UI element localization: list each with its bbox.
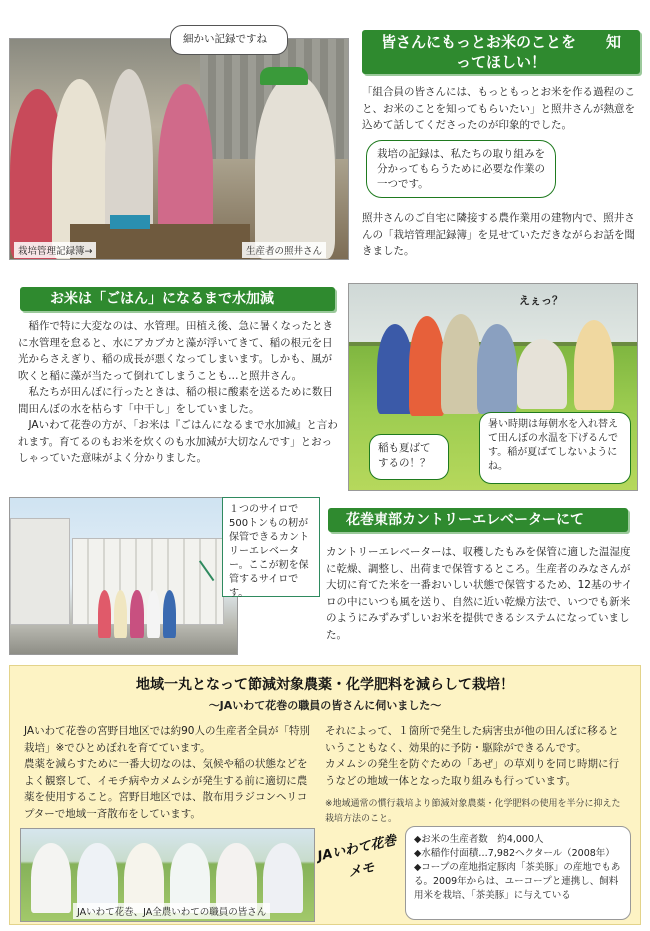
speech-bubble-summer-fatigue: 稲も夏ばてするの！？ xyxy=(369,434,449,480)
water-paragraph-2: 私たちが田んぼに行ったときは、稲の根に酸素を送るために数日間田んぼの水を枯らす「中干し」をしていました。 xyxy=(18,386,333,415)
person-figure xyxy=(409,316,445,416)
memo-item-producers: ◆お米の生産者数 約4,000人 xyxy=(414,834,544,845)
person-figure xyxy=(574,320,614,410)
person-figure xyxy=(477,324,517,414)
caption-ja-staff: JAいわて花巻、JA全農いわての職員の皆さん xyxy=(73,903,270,919)
reduction-subtitle: ～JAいわて花巻の職員の皆さんに伺いました～ xyxy=(208,699,442,712)
caption-producer: 生産者の照井さん xyxy=(242,242,326,258)
section-title-water: お米は「ごはん」になるまで水加減 xyxy=(20,287,335,311)
speech-bubble-detailed-record: 細かい記録ですね xyxy=(170,25,288,55)
reduction-right-text: それによって、１箇所で発生した病害虫が他の田んぼに移るということもなく、効果的に予防・駆除ができるんです。 カメムシの発生を防ぐための「あぜ」の草刈りを同じ時期に行うなどの地域一体となった取り組みも行っています。 xyxy=(325,725,619,787)
memo-item-area: ◆水稲作付面積…7,982ヘクタール（2008年） xyxy=(414,848,615,859)
quote-paragraph: 「組合員の皆さんには、もっともっとお米を作る過程のこと、お米のことを知ってもらいたい」と照井さんが熱意を込めて話してくださったのが印象的でした。 xyxy=(362,86,635,131)
photo-record-book xyxy=(9,38,349,260)
photo-rice-field xyxy=(348,283,638,491)
reduction-left-text: JAいわて花巻の宮野目地区では約90人の生産者全員が「特別栽培」※でひとめぼれを育てています。 農薬を減らすために一番大切なのは、気候や稲の状態などをよく観察して、イモチ病やカメムシが発生する前に適切に農薬を使用すること。宮野目地区では、散布用ラジコンヘリコプターで地域一斉散布をしています。 xyxy=(24,725,310,820)
caption-record-book: 栽培管理記録簿→ xyxy=(14,242,96,258)
memo-item-pork: ◆コープの産地指定豚肉「茶美豚」の産地でもある。2009年からは、ユーコープと連携し、飼料用米を栽培、「茶美豚」に与えている xyxy=(414,862,621,901)
elevator-description: カントリーエレベーターは、収穫したもみを保管に適した温湿度に乾燥、調整し、出荷まで保管するところ。生産者のみなさんが大切に育てた米を一番おいしい状態で保管するため、12基のサイロの中にいつも風を送り、自然に近い乾燥方法で、いつでも新米のようにみずみずしいお米を提供できるシステムになっていました。 xyxy=(326,546,633,641)
person-figure xyxy=(377,324,413,414)
reduction-footnote: ※地域通常の慣行栽培より節減対象農薬・化学肥料の使用を半分に抑えた栽培方法のこと。 xyxy=(325,799,621,824)
reduction-title: 地域一丸となって節減対象農薬・化学肥料を減らして栽培！ xyxy=(136,677,514,693)
section-title-know-rice: 皆さんにもっとお米のことを 知ってほしい！ xyxy=(362,30,640,74)
water-paragraph-3: JAいわて花巻の方が、「お米は『ごはんになるまで水加減』と言われます。育てるのもお米を炊くのも水加減が大切なんです」とおっしゃっていた意味がよく分かりました。 xyxy=(18,419,338,464)
person-figure xyxy=(441,314,481,414)
speech-bubble-record-importance: 栽培の記録は、私たちの取り組みを分かってもらうために必要な作業の一つです。 xyxy=(366,140,556,198)
water-paragraph-1: 稲作で特に大変なのは、水管理。田植え後、急に暑くなったときに水管理を怠ると、水にアカブカと藻が浮いてきて、稲の根元を日光からさえぎり、稲の成長が悪くなってしまいます。しかも、風が吹くと稲に藻が当たって倒れてしまうことも…と照井さん。 xyxy=(18,320,333,382)
memo-box xyxy=(405,826,631,920)
exclamation-text: えぇっ？ xyxy=(519,294,563,307)
person-figure xyxy=(517,339,567,409)
photo-ja-staff xyxy=(20,828,315,922)
callout-silo: １つのサイロで500トンもの籾が保管できるカントリーエレベーター。ここが籾を保管するサイロです。 xyxy=(222,497,320,597)
photo-country-elevator xyxy=(9,497,238,655)
speech-bubble-water-temperature: 暑い時期は毎朝水を入れ替えて田んぼの水温を下げるんです。稲が夏ばてしないようにね。 xyxy=(479,412,631,484)
section-title-elevator: 花巻東部カントリーエレベーターにて xyxy=(328,508,628,532)
visit-description: 照井さんのご自宅に隣接する農作業用の建物内で、照井さんの「栽培管理記録簿」を見せていただきながらお話を聞きました。 xyxy=(362,212,635,257)
person-figure xyxy=(255,74,335,259)
memo-label: JAいわて花巻メモ xyxy=(316,833,398,881)
